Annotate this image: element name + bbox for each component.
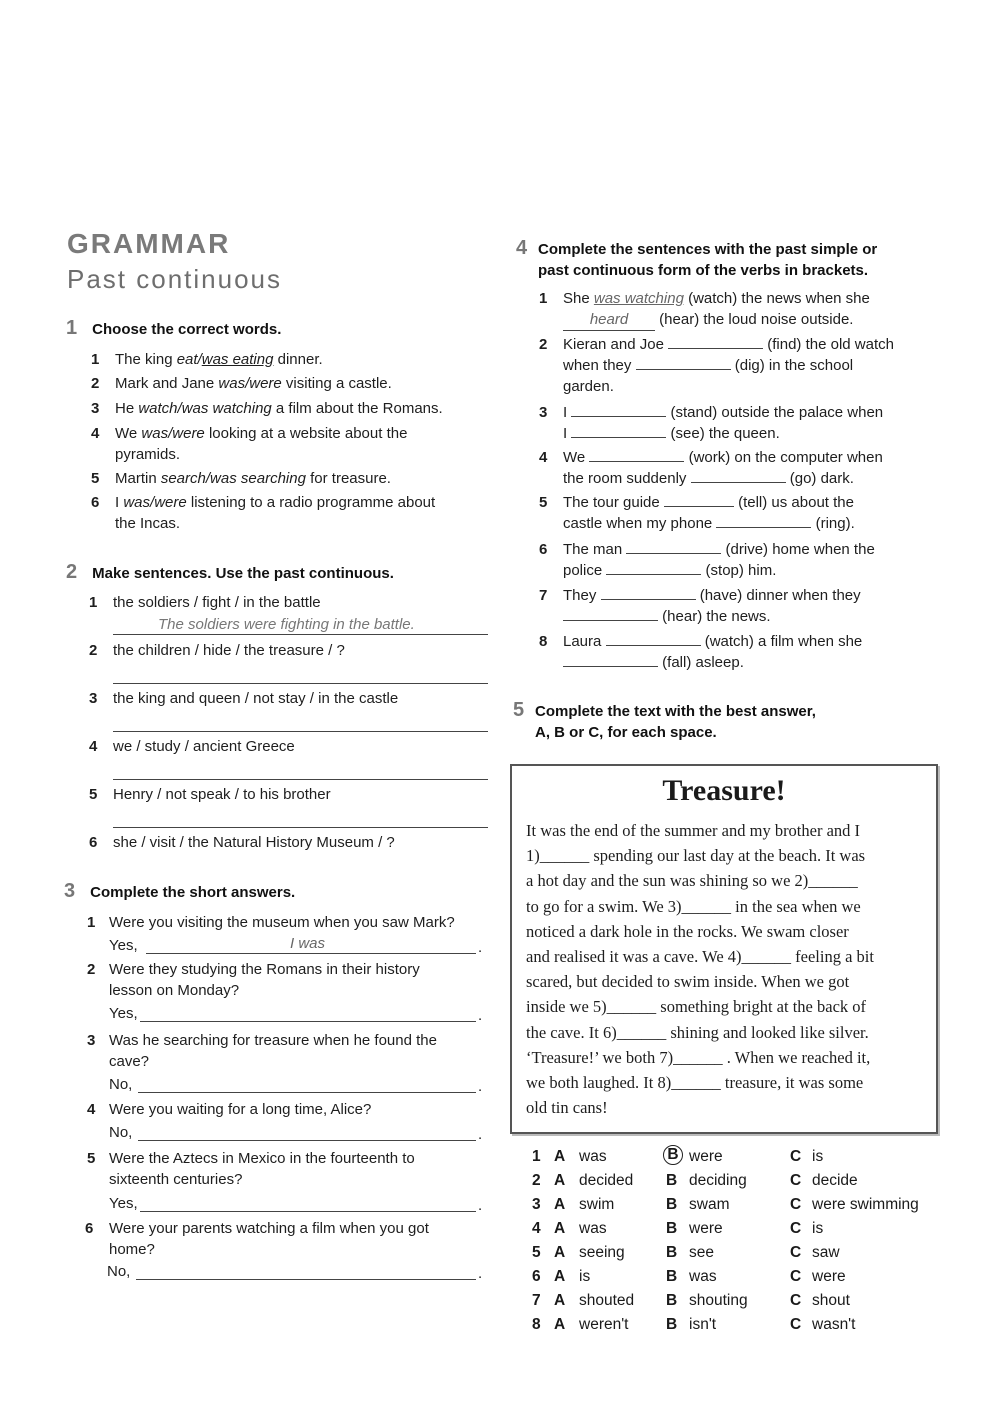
exercise-instruction: Complete the sentences with the past simple or bbox=[538, 241, 878, 258]
option-c[interactable]: were swimming bbox=[812, 1196, 919, 1213]
list-item bbox=[539, 539, 949, 581]
item-number: 2 bbox=[539, 336, 548, 353]
list-item bbox=[91, 373, 392, 394]
list-item bbox=[539, 631, 949, 673]
item-number: 2 bbox=[87, 961, 96, 978]
list-item bbox=[87, 1030, 437, 1072]
item-text: for treasure. bbox=[305, 470, 391, 487]
option-a[interactable]: watch bbox=[138, 400, 178, 417]
option-b[interactable]: was watching bbox=[181, 400, 272, 417]
exercise-instruction: A, B or C, for each space. bbox=[535, 724, 717, 741]
story-text bbox=[526, 818, 926, 1120]
item-text: Kieran and Joe bbox=[563, 336, 664, 353]
exercise-number: 1 bbox=[66, 317, 78, 339]
item-number: 4 bbox=[539, 449, 548, 466]
option-c-letter: C bbox=[790, 1148, 802, 1165]
option-c[interactable]: saw bbox=[812, 1244, 840, 1261]
item-number: 5 bbox=[91, 470, 100, 487]
question-text: cave? bbox=[109, 1053, 150, 1070]
option-a[interactable]: was bbox=[579, 1220, 607, 1237]
option-b-letter: B bbox=[666, 1196, 678, 1213]
answer-blank[interactable] bbox=[668, 334, 763, 349]
option-b[interactable]: were bbox=[689, 1148, 723, 1165]
item-number: 2 bbox=[89, 642, 98, 659]
answer-blank[interactable] bbox=[636, 355, 731, 370]
option-a[interactable]: weren't bbox=[579, 1316, 629, 1333]
answer-text: The soldiers were fighting in the battle. bbox=[158, 616, 415, 633]
item-text: The tour guide bbox=[563, 494, 660, 511]
option-a-letter: A bbox=[554, 1220, 566, 1237]
story-box bbox=[510, 764, 938, 1134]
answer-blank[interactable] bbox=[589, 447, 684, 462]
item-text: I bbox=[563, 404, 568, 421]
option-b[interactable]: see bbox=[689, 1244, 714, 1261]
list-item bbox=[87, 1099, 371, 1120]
item-number: 4 bbox=[91, 425, 100, 442]
story-line: noticed a dark hole in the rocks. We swam closer bbox=[526, 921, 849, 941]
list-item bbox=[539, 585, 949, 627]
option-b-letter: B bbox=[666, 1244, 678, 1261]
question-text: Was he searching for treasure when he found the bbox=[109, 1032, 437, 1049]
list-item bbox=[89, 592, 321, 613]
story-line: 1)______ spending our last day at the beach. It was bbox=[526, 846, 866, 866]
answer-line[interactable] bbox=[136, 1279, 476, 1280]
item-number: 2 bbox=[91, 375, 100, 392]
item-text: looking at a website about the bbox=[204, 425, 408, 442]
story-line: scared, but decided to swim inside. When we got bbox=[526, 972, 850, 992]
item-number: 1 bbox=[87, 914, 96, 931]
item-number: 6 bbox=[539, 541, 548, 558]
option-a[interactable]: decided bbox=[579, 1172, 634, 1189]
list-item bbox=[91, 492, 435, 534]
row-number: 3 bbox=[532, 1196, 541, 1213]
option-a[interactable]: was bbox=[579, 1148, 607, 1165]
item-text: (dig) in the school bbox=[734, 357, 854, 374]
option-b[interactable]: were bbox=[154, 494, 187, 511]
exercise-3-heading bbox=[64, 881, 295, 903]
list-item bbox=[87, 1148, 415, 1190]
item-text: (work) on the computer when bbox=[688, 449, 883, 466]
option-c[interactable]: shout bbox=[812, 1292, 850, 1309]
item-text: (stop) him. bbox=[705, 562, 777, 579]
option-b-letter: B bbox=[666, 1220, 678, 1237]
item-text: visiting a castle. bbox=[281, 375, 392, 392]
item-text: (watch) the news when she bbox=[688, 290, 870, 307]
story-line: ‘Treasure!’ we both 7)______ . When we reached it, bbox=[526, 1047, 871, 1067]
item-text: castle when my phone bbox=[563, 515, 713, 532]
answer-blank[interactable] bbox=[606, 631, 701, 646]
list-item bbox=[89, 784, 331, 805]
option-c[interactable]: is bbox=[812, 1148, 824, 1165]
item-number: 1 bbox=[89, 594, 98, 611]
answer-blank[interactable] bbox=[563, 606, 658, 621]
question-text: Were you waiting for a long time, Alice? bbox=[109, 1101, 372, 1118]
option-c-letter: C bbox=[790, 1316, 802, 1333]
item-number: 7 bbox=[539, 587, 548, 604]
answer-blank[interactable] bbox=[664, 492, 734, 507]
option-b-letter: B bbox=[666, 1316, 678, 1333]
answer-line[interactable] bbox=[140, 1021, 476, 1022]
row-number: 8 bbox=[532, 1316, 541, 1333]
answer-end: . bbox=[478, 1265, 483, 1282]
item-number: 5 bbox=[89, 786, 98, 803]
item-text: (hear) the loud noise outside. bbox=[659, 311, 854, 328]
row-number: 4 bbox=[532, 1220, 541, 1237]
item-text: a film about the Romans. bbox=[271, 400, 443, 417]
item-number: 1 bbox=[539, 290, 548, 307]
exercise-4-heading bbox=[516, 238, 956, 281]
item-text: pyramids. bbox=[115, 446, 181, 463]
option-b-letter: B bbox=[666, 1172, 678, 1189]
item-text: (ring). bbox=[815, 515, 855, 532]
list-item bbox=[539, 402, 949, 444]
option-a[interactable]: is bbox=[579, 1268, 591, 1285]
option-a-letter: A bbox=[554, 1172, 566, 1189]
item-text: (go) dark. bbox=[789, 470, 854, 487]
option-c[interactable]: is bbox=[812, 1220, 824, 1237]
item-text: (tell) us about the bbox=[738, 494, 854, 511]
option-separator: / bbox=[197, 351, 202, 368]
answer-blank[interactable] bbox=[626, 539, 721, 554]
option-c-letter: C bbox=[790, 1268, 802, 1285]
list-item bbox=[87, 959, 420, 1001]
item-text: (watch) a film when she bbox=[704, 633, 863, 650]
item-text: (have) dinner when they bbox=[699, 587, 861, 604]
item-text: He bbox=[115, 400, 139, 417]
answer-line[interactable] bbox=[113, 683, 488, 684]
option-a[interactable]: was bbox=[141, 425, 169, 442]
item-text: the room suddenly bbox=[563, 470, 687, 487]
item-prompt: she / visit / the Natural History Museum / ? bbox=[113, 834, 395, 851]
item-text: We bbox=[563, 449, 586, 466]
item-number: 6 bbox=[89, 834, 98, 851]
item-text: The king bbox=[115, 351, 177, 368]
answer-blank[interactable] bbox=[606, 560, 701, 575]
exercise-number: 2 bbox=[66, 561, 78, 583]
option-separator: / bbox=[245, 375, 250, 392]
answer-lead: Yes, bbox=[109, 937, 138, 954]
story-line: we both laughed. It 8)______ treasure, it was some bbox=[526, 1073, 864, 1093]
answer-end: . bbox=[478, 1126, 483, 1143]
item-text: (see) the queen. bbox=[670, 425, 780, 442]
answer-blank[interactable] bbox=[571, 402, 666, 417]
short-answer: Yes, bbox=[109, 1195, 138, 1212]
answer-line[interactable] bbox=[113, 779, 488, 780]
answer-end: . bbox=[478, 1197, 483, 1214]
exercise-2-heading bbox=[66, 562, 394, 584]
list-item bbox=[91, 349, 323, 370]
exercise-instruction: Make sentences. Use the past continuous. bbox=[92, 565, 394, 582]
exercise-instruction: Complete the short answers. bbox=[90, 884, 296, 901]
option-a-letter: A bbox=[554, 1316, 566, 1333]
item-text: (fall) asleep. bbox=[662, 654, 744, 671]
exercise-instruction: past continuous form of the verbs in brackets. bbox=[538, 262, 869, 279]
option-c[interactable]: were bbox=[812, 1268, 846, 1285]
question-text: home? bbox=[109, 1241, 155, 1258]
option-a-letter: A bbox=[554, 1148, 566, 1165]
answer-text: I was bbox=[290, 935, 326, 952]
item-text: I bbox=[115, 494, 124, 511]
item-number: 4 bbox=[87, 1101, 96, 1118]
answer-line[interactable] bbox=[140, 1211, 476, 1212]
option-c-letter: C bbox=[790, 1172, 802, 1189]
row-number: 1 bbox=[532, 1148, 541, 1165]
question-text: Were the Aztecs in Mexico in the fourteenth to bbox=[109, 1150, 415, 1167]
answer-line[interactable] bbox=[113, 731, 488, 732]
answer-line[interactable] bbox=[146, 953, 476, 954]
answer-end: . bbox=[478, 939, 483, 956]
option-a-letter: A bbox=[554, 1244, 566, 1261]
item-prompt: the king and queen / not stay / in the castle bbox=[113, 690, 399, 707]
item-number: 4 bbox=[89, 738, 98, 755]
item-text: the Incas. bbox=[115, 515, 181, 532]
item-text: police bbox=[563, 562, 603, 579]
option-b[interactable]: shouting bbox=[689, 1292, 748, 1309]
list-item bbox=[539, 492, 949, 534]
item-text: listening to a radio programme about bbox=[186, 494, 436, 511]
option-a[interactable]: eat bbox=[176, 351, 198, 368]
story-line: to go for a swim. We 3)______ in the sea when we bbox=[526, 896, 861, 916]
option-separator: / bbox=[168, 425, 173, 442]
story-line: old tin cans! bbox=[526, 1098, 608, 1118]
item-text: (drive) home when the bbox=[725, 541, 875, 558]
item-text: The man bbox=[563, 541, 623, 558]
item-prompt: we / study / ancient Greece bbox=[113, 738, 295, 755]
option-a[interactable]: swim bbox=[579, 1196, 615, 1213]
option-c-letter: C bbox=[790, 1244, 802, 1261]
option-b[interactable]: were bbox=[249, 375, 282, 392]
option-separator: / bbox=[177, 400, 182, 417]
section-heading: GRAMMAR bbox=[67, 228, 231, 259]
exercise-instruction: Complete the text with the best answer, bbox=[535, 703, 816, 720]
item-text: Martin bbox=[115, 470, 161, 487]
question-text: Were they studying the Romans in their history bbox=[109, 961, 420, 978]
option-b[interactable]: were bbox=[689, 1220, 723, 1237]
item-number: 3 bbox=[539, 404, 548, 421]
exercise-1-heading bbox=[66, 318, 281, 340]
item-number: 5 bbox=[539, 494, 548, 511]
option-b[interactable]: was bbox=[689, 1268, 717, 1285]
item-text: dinner. bbox=[273, 351, 323, 368]
exercise-number: 3 bbox=[64, 880, 76, 902]
answer-line[interactable] bbox=[113, 827, 488, 828]
item-number: 3 bbox=[89, 690, 98, 707]
option-c[interactable]: decide bbox=[812, 1172, 858, 1189]
list-item bbox=[91, 468, 391, 489]
story-line: inside we 5)______ something bright at the back of bbox=[526, 997, 867, 1017]
answer-blank[interactable] bbox=[563, 652, 658, 667]
question-text: lesson on Monday? bbox=[109, 982, 240, 999]
item-number: 3 bbox=[91, 400, 100, 417]
option-a[interactable]: was bbox=[218, 375, 246, 392]
item-prompt: the soldiers / fight / in the battle bbox=[113, 594, 321, 611]
item-prompt: the children / hide / the treasure / ? bbox=[113, 642, 345, 659]
answer-blank[interactable] bbox=[601, 585, 696, 600]
answer-line[interactable] bbox=[138, 1140, 476, 1141]
short-answer: No, bbox=[109, 1076, 133, 1093]
item-text: They bbox=[563, 587, 597, 604]
item-text: I bbox=[563, 425, 568, 442]
list-item bbox=[91, 423, 407, 465]
item-number: 5 bbox=[87, 1150, 96, 1167]
story-line: a hot day and the sun was shining so we 2)______ bbox=[526, 871, 858, 891]
option-b[interactable]: deciding bbox=[689, 1172, 747, 1189]
answer-blank[interactable] bbox=[691, 468, 786, 483]
option-b[interactable]: swam bbox=[689, 1196, 730, 1213]
list-item bbox=[89, 640, 345, 661]
exercise-5-heading bbox=[513, 700, 953, 743]
list-item bbox=[89, 688, 398, 709]
list-item bbox=[89, 832, 395, 853]
item-number: 6 bbox=[91, 494, 100, 511]
answer-line[interactable] bbox=[113, 634, 488, 635]
row-number: 2 bbox=[532, 1172, 541, 1189]
item-text: We bbox=[115, 425, 142, 442]
answer-blank[interactable] bbox=[716, 513, 811, 528]
item-text: (stand) outside the palace when bbox=[670, 404, 884, 421]
option-a[interactable]: shouted bbox=[579, 1292, 635, 1309]
row-number: 5 bbox=[532, 1244, 541, 1261]
item-text: (find) the old watch bbox=[767, 336, 894, 353]
list-item bbox=[539, 334, 949, 397]
story-title: Treasure! bbox=[662, 774, 786, 807]
row-number: 6 bbox=[532, 1268, 541, 1285]
option-b[interactable]: was searching bbox=[210, 470, 306, 487]
answer-blank[interactable] bbox=[571, 423, 666, 438]
list-item bbox=[539, 447, 949, 489]
story-line: It was the end of the summer and my brother and I bbox=[526, 821, 861, 840]
short-answer: No, bbox=[109, 1124, 133, 1141]
item-prompt: Henry / not speak / to his brother bbox=[113, 786, 331, 803]
question-text: Were you visiting the museum when you saw Mark? bbox=[109, 914, 455, 931]
item-text: Mark and Jane bbox=[115, 375, 219, 392]
row-number: 7 bbox=[532, 1292, 541, 1309]
option-a[interactable]: was bbox=[123, 494, 151, 511]
answer-end: . bbox=[478, 1078, 483, 1095]
option-c[interactable]: wasn't bbox=[812, 1316, 856, 1333]
answer-line[interactable] bbox=[138, 1092, 476, 1093]
exercise-instruction: Choose the correct words. bbox=[92, 321, 282, 338]
list-item bbox=[539, 288, 949, 331]
option-b-letter: B bbox=[666, 1292, 678, 1309]
answer-text[interactable]: heard bbox=[563, 309, 655, 331]
question-text: sixteenth centuries? bbox=[109, 1171, 243, 1188]
item-text: when they bbox=[563, 357, 632, 374]
list-item bbox=[89, 736, 295, 757]
short-answer bbox=[109, 935, 138, 956]
option-b[interactable]: were bbox=[172, 425, 205, 442]
item-number: 6 bbox=[85, 1220, 94, 1237]
option-separator: / bbox=[150, 494, 155, 511]
list-item bbox=[85, 1218, 429, 1260]
option-separator: / bbox=[205, 470, 211, 487]
story-line: and realised it was a cave. We 4)______ feeling a bit bbox=[526, 947, 874, 967]
item-number: 1 bbox=[91, 351, 100, 368]
page-title: Past continuous bbox=[67, 264, 283, 294]
list-item bbox=[91, 398, 443, 419]
answer-end: . bbox=[478, 1007, 483, 1024]
short-answer: Yes, bbox=[109, 1005, 138, 1022]
option-b-selected[interactable]: was eating bbox=[201, 351, 274, 368]
option-c-letter: C bbox=[790, 1220, 802, 1237]
item-text: (hear) the news. bbox=[662, 608, 771, 625]
list-item bbox=[87, 912, 455, 933]
option-c-letter: C bbox=[790, 1196, 802, 1213]
option-b-letter-circled[interactable]: B bbox=[663, 1145, 683, 1165]
item-text: Laura bbox=[563, 633, 602, 650]
exercise-number: 5 bbox=[513, 699, 525, 721]
short-answer: No, bbox=[107, 1263, 131, 1280]
item-text: garden. bbox=[563, 378, 614, 395]
item-number: 8 bbox=[539, 633, 548, 650]
option-a-letter: A bbox=[554, 1196, 566, 1213]
item-number: 3 bbox=[87, 1032, 96, 1049]
option-b-letter: B bbox=[666, 1268, 678, 1285]
option-a-letter: A bbox=[554, 1292, 566, 1309]
option-a[interactable]: seeing bbox=[579, 1244, 625, 1261]
story-line: the cave. It 6)______ shining and looked like silver. bbox=[526, 1022, 869, 1042]
question-text: Were your parents watching a film when you got bbox=[109, 1220, 429, 1237]
option-a[interactable]: search bbox=[160, 470, 206, 487]
answer-text[interactable]: was watching bbox=[593, 290, 684, 307]
option-a-letter: A bbox=[554, 1268, 566, 1285]
exercise-number: 4 bbox=[516, 237, 528, 259]
option-b[interactable]: isn't bbox=[689, 1316, 717, 1333]
item-text: She bbox=[563, 290, 590, 307]
option-c-letter: C bbox=[790, 1292, 802, 1309]
